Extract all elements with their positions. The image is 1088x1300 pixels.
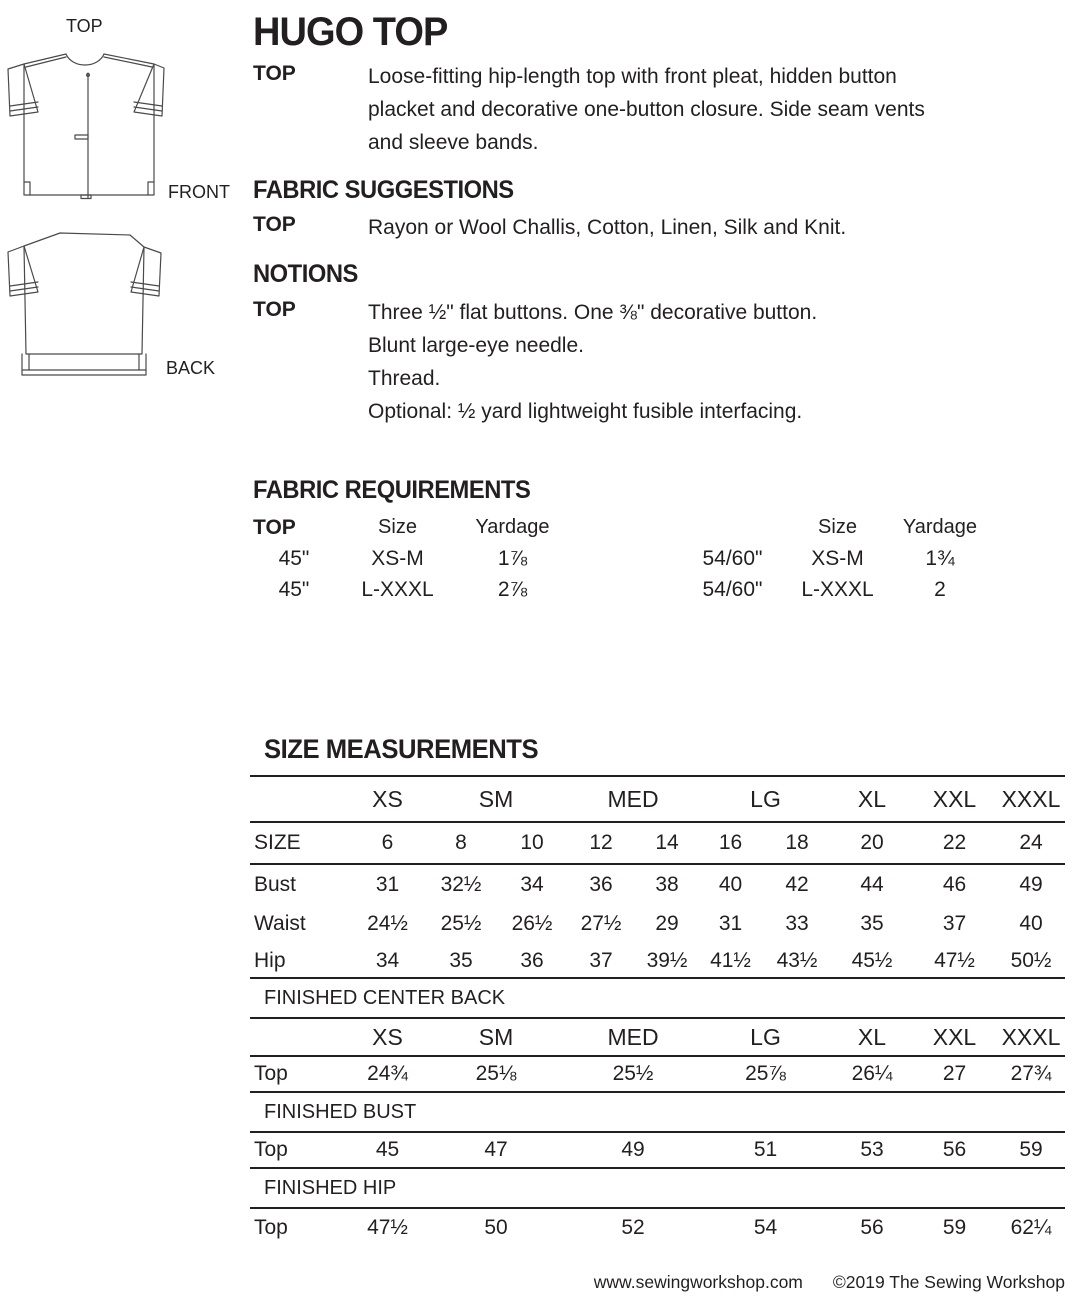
notions-line: Three ½" flat buttons. One ⅜" decorative button. [368, 301, 818, 324]
table-cell: 6 [381, 831, 394, 854]
section-label: FINISHED CENTER BACK [264, 986, 506, 1009]
table-cell: 25⅞ [745, 1062, 786, 1085]
notions-line: Thread. [368, 367, 441, 390]
table-cell: LG [750, 785, 781, 812]
table-cell: 45½ [851, 948, 893, 972]
table-cell: L-XXXL [801, 577, 874, 601]
notions-text [368, 296, 1008, 428]
table-cell: 37 [589, 948, 613, 972]
table-cell: 56 [860, 1215, 884, 1239]
notions-line: Blunt large-eye needle. [368, 334, 584, 357]
table-cell: XL [857, 1023, 887, 1050]
size-group-header-row [250, 776, 1065, 822]
table-cell: 22 [942, 831, 967, 854]
table-cell: 35 [449, 948, 473, 972]
table-cell [250, 1018, 350, 1056]
table-cell: 24½ [367, 912, 408, 935]
finished-hip-row [250, 1208, 1065, 1246]
table-cell: 56 [942, 1138, 967, 1161]
table-cell: 49 [1019, 872, 1043, 896]
table-cell: 31 [718, 912, 743, 935]
table-cell: 34 [375, 948, 400, 972]
table-cell: XS [372, 1023, 403, 1050]
table-cell: XXXL [1001, 1023, 1061, 1050]
table-cell: XS-M [371, 546, 424, 570]
row-label: Waist [254, 912, 306, 935]
row-label: Top [254, 1062, 288, 1085]
back-view-drawing [4, 226, 166, 385]
table-cell: XXL [932, 1023, 977, 1050]
table-cell: L-XXXL [361, 577, 434, 601]
table-cell: XXL [932, 785, 977, 812]
finished-bust-heading-row [250, 1092, 1065, 1132]
description-line: and sleeve bands. [368, 131, 539, 154]
table-cell: 52 [621, 1215, 645, 1239]
table-cell: Yardage [902, 516, 978, 538]
figure-front-label: FRONT [168, 182, 230, 202]
table-cell: 2⅞ [497, 577, 528, 601]
bust-row [250, 864, 1065, 904]
finished-group-header-row [250, 1018, 1065, 1056]
table-cell: 53 [860, 1138, 884, 1161]
finished-hip-heading-row [250, 1168, 1065, 1208]
table-cell: 62¼ [1010, 1215, 1052, 1239]
table-cell: 34 [520, 872, 544, 896]
table-cell: 35 [860, 912, 884, 935]
size-measurements-table [250, 775, 1065, 1246]
table-cell: 1¾ [925, 546, 955, 570]
table-cell: 31 [375, 872, 400, 896]
table-cell: 54/60" [702, 546, 763, 570]
table-cell: 26½ [511, 912, 553, 935]
table-cell: 47 [484, 1138, 508, 1161]
table-cell: 38 [655, 872, 679, 896]
table-cell: XS [372, 785, 403, 812]
table-cell: 39½ [646, 948, 688, 972]
section-label: FINISHED HIP [264, 1176, 397, 1199]
row-label: Top [254, 1215, 288, 1239]
table-cell: 49 [621, 1138, 645, 1161]
fabric-requirements-table [253, 512, 990, 605]
section-heading-fabric-requirements: FABRIC REQUIREMENTS [253, 476, 531, 504]
table-cell: 18 [785, 831, 809, 854]
table-cell [565, 543, 680, 574]
table-cell: SM [478, 1023, 514, 1050]
hip-row [250, 944, 1065, 978]
section-heading-fabric-suggestions: FABRIC SUGGESTIONS [253, 176, 514, 204]
table-cell: MED [607, 785, 659, 812]
table-cell [250, 776, 350, 822]
section-heading-notions: NOTIONS [253, 260, 358, 288]
table-cell: 50 [484, 1215, 508, 1239]
table-cell: 59 [1019, 1138, 1043, 1161]
finished-center-back-heading-row [250, 978, 1065, 1018]
table-cell: XS-M [811, 546, 864, 570]
notions-line: Optional: ½ yard lightweight fusible interfacing. [368, 400, 803, 423]
front-view-drawing [4, 48, 168, 211]
table-cell: 45" [278, 577, 310, 601]
row-label: SIZE [254, 831, 301, 854]
fabric-suggestions-text: Rayon or Wool Challis, Cotton, Linen, Silk and Knit. [368, 216, 847, 239]
table-cell: 26¼ [851, 1062, 893, 1085]
table-cell [565, 512, 680, 543]
table-cell: 51 [753, 1138, 778, 1161]
table-cell: 54 [753, 1215, 778, 1239]
table-cell: 59 [942, 1215, 967, 1239]
table-cell [565, 574, 680, 605]
row-label: Top [254, 1138, 288, 1161]
finished-center-back-row [250, 1056, 1065, 1092]
description-line: Loose-fitting hip-length top with front pleat, hidden button [368, 65, 897, 88]
table-cell: 8 [455, 831, 467, 854]
waist-row [250, 904, 1065, 944]
table-cell: 24 [1019, 831, 1043, 854]
table-cell: SM [478, 785, 514, 812]
table-cell: 12 [589, 831, 613, 854]
table-cell: MED [607, 1023, 659, 1050]
table-cell [680, 512, 785, 543]
table-cell: 45" [278, 546, 310, 570]
footer-website: www.sewingworkshop.com [593, 1272, 803, 1292]
table-cell: 1⅞ [497, 546, 528, 570]
table-cell: 27½ [580, 912, 622, 935]
table-row [253, 543, 990, 574]
table-cell: 44 [860, 872, 884, 896]
table-cell: 46 [942, 872, 967, 896]
notions-garment-label: TOP [253, 298, 296, 321]
table-cell: XXXL [1001, 785, 1061, 812]
section-label: FINISHED BUST [264, 1100, 417, 1123]
table-cell: 47½ [934, 948, 975, 972]
table-cell: 33 [785, 912, 809, 935]
figure-back-label: BACK [166, 358, 216, 378]
table-cell: 47½ [367, 1215, 408, 1239]
section-heading-size-measurements: SIZE MEASUREMENTS [264, 734, 539, 764]
description-line: placket and decorative one-button closure. Side seam vents [368, 98, 925, 121]
footer-copyright: ©2019 The Sewing Workshop [832, 1272, 1065, 1292]
table-cell: 25⅛ [475, 1062, 517, 1085]
page-title: HUGO TOP [253, 10, 448, 54]
figure-top-label: TOP [66, 16, 103, 36]
table-row [253, 512, 990, 543]
description-text [368, 60, 1008, 159]
table-cell: 43½ [776, 948, 818, 972]
table-cell: LG [750, 1023, 781, 1050]
description-garment-label: TOP [253, 62, 296, 85]
table-cell: 27 [942, 1062, 967, 1085]
table-cell: 32½ [440, 872, 482, 896]
table-cell: XL [857, 785, 887, 812]
row-label: Bust [254, 872, 297, 896]
table-cell: 40 [718, 872, 743, 896]
table-cell: 36 [589, 872, 613, 896]
table-cell: Size [818, 516, 857, 538]
fabric-suggestions-garment-label: TOP [253, 213, 296, 236]
table-cell: 27¾ [1010, 1062, 1052, 1085]
row-label: Hip [254, 948, 286, 972]
table-cell: Yardage [475, 516, 550, 538]
size-number-row [250, 822, 1065, 864]
table-cell: 29 [655, 912, 679, 935]
table-cell: 16 [718, 831, 743, 854]
table-cell: 10 [520, 831, 544, 854]
table-cell: 41½ [710, 948, 751, 972]
table-cell: 25½ [612, 1062, 654, 1085]
table-cell: 14 [655, 831, 679, 854]
table-cell: 42 [785, 872, 809, 896]
table-cell: 45 [375, 1138, 400, 1161]
table-cell: 37 [942, 912, 967, 935]
table-row [253, 574, 990, 605]
table-cell: Size [378, 516, 417, 538]
table-cell: 20 [860, 831, 884, 854]
table-cell: 24¾ [367, 1062, 408, 1085]
table-cell: 50½ [1010, 948, 1052, 972]
table-cell: 2 [934, 577, 946, 601]
table-cell: 54/60" [702, 577, 763, 601]
table-cell: TOP [253, 515, 296, 539]
table-cell: 36 [520, 948, 544, 972]
table-cell: 25½ [440, 912, 482, 935]
table-cell: 40 [1019, 912, 1043, 935]
finished-bust-row [250, 1132, 1065, 1168]
page-footer [594, 1272, 1065, 1293]
